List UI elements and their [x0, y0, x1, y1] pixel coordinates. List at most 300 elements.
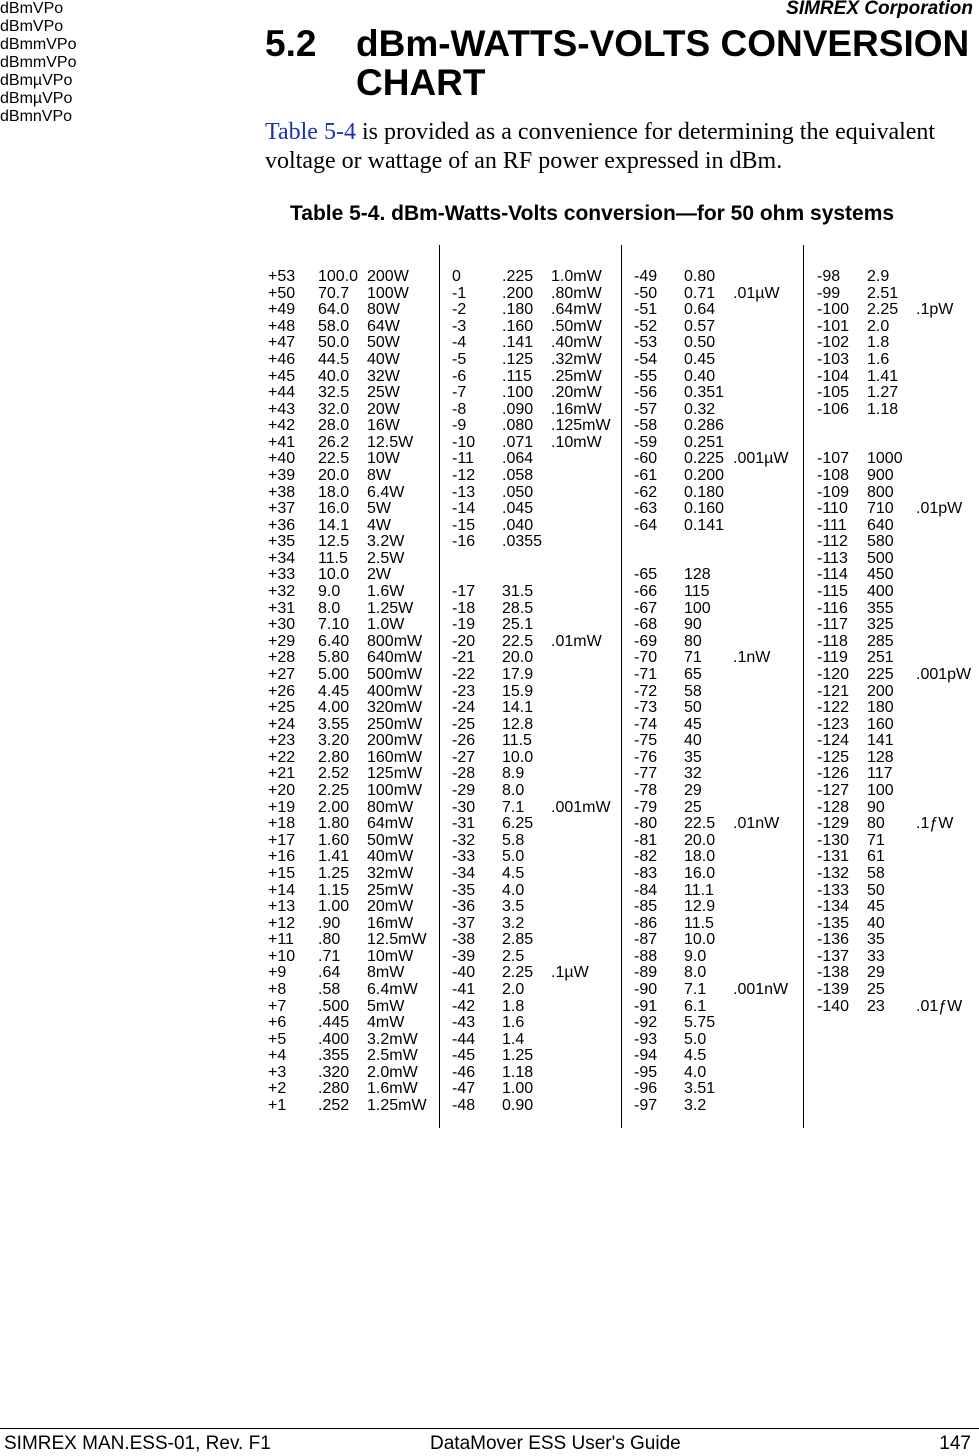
voltage-cell: .064: [502, 450, 534, 468]
power-cell: 40W: [367, 350, 400, 368]
dbm-cell: +50: [268, 284, 296, 302]
intro-paragraph: [265, 118, 970, 176]
voltage-cell: 50: [684, 699, 702, 717]
voltage-cell: 31.5: [502, 583, 534, 600]
voltage-cell: 225: [867, 665, 894, 683]
dbm-cell: +32: [268, 583, 296, 600]
dbm-cell: +17: [268, 831, 296, 849]
column-divider: [439, 245, 440, 1128]
voltage-cell: 58: [684, 682, 702, 700]
dbm-cell: -112: [817, 533, 848, 551]
column-divider: [621, 245, 622, 1128]
footer-rule: [0, 1428, 979, 1429]
power-cell: 32W: [367, 367, 400, 385]
dbm-cell: -60: [634, 450, 658, 468]
dbm-cell: -47: [452, 1080, 476, 1098]
dbm-cell: -50: [634, 284, 658, 302]
dbm-cell: -38: [452, 931, 476, 949]
voltage-cell: 29: [684, 782, 702, 799]
dbm-cell: -98: [817, 268, 841, 285]
dbm-cell: -58: [634, 417, 658, 435]
dbm-cell: -74: [634, 715, 658, 733]
dbm-cell: -7: [452, 384, 467, 402]
dbm-cell: +8: [268, 980, 287, 998]
dbm-cell: -128: [817, 798, 850, 816]
dbm-cell: -65: [634, 566, 658, 584]
voltage-cell: 14.1: [318, 516, 350, 534]
dbm-cell: -111: [817, 516, 847, 534]
dbm-cell: -23: [452, 682, 476, 700]
dbm-cell: +30: [268, 616, 296, 634]
dbm-cell: -110: [817, 500, 848, 518]
voltage-cell: 1000: [867, 450, 903, 468]
voltage-cell: 1.6: [867, 350, 890, 368]
voltage-cell: 18.0: [318, 483, 350, 501]
dbm-cell: -84: [634, 881, 658, 899]
power-cell: 4mW: [367, 1014, 405, 1032]
dbm-cell: -17: [452, 583, 476, 600]
voltage-cell: .200: [502, 284, 534, 302]
dbm-cell: -69: [634, 632, 658, 650]
dbm-cell: -63: [634, 500, 658, 518]
voltage-cell: .125: [502, 350, 534, 368]
dbm-cell: -113: [817, 549, 848, 567]
dbm-cell: -126: [817, 765, 850, 783]
voltage-cell: .252: [318, 1097, 350, 1114]
power-cell: 2.5mW: [367, 1047, 418, 1065]
power-cell: 12.5mW: [367, 931, 427, 949]
voltage-cell: 2.5: [502, 947, 525, 965]
power-cell: 1.6W: [367, 583, 405, 600]
voltage-cell: 50.0: [318, 334, 350, 352]
table-caption: Table 5-4. dBm-Watts-Volts conversion—for 50 ohm systems: [290, 202, 895, 225]
voltage-cell: 45: [684, 715, 702, 733]
voltage-cell: .500: [318, 997, 350, 1015]
dbm-cell: -33: [452, 848, 476, 866]
voltage-cell: 3.55: [318, 715, 350, 733]
voltage-cell: 17.9: [502, 665, 534, 683]
voltage-cell: .141: [502, 334, 534, 352]
voltage-cell: .090: [502, 400, 534, 418]
voltage-cell: 5.0: [502, 848, 525, 866]
dbm-cell: +5: [268, 1030, 287, 1048]
dbm-cell: +47: [268, 334, 296, 352]
dbm-cell: +16: [268, 848, 296, 866]
voltage-cell: 6.40: [318, 632, 350, 650]
power-cell: .001pW: [916, 665, 972, 683]
voltage-cell: 285: [867, 632, 894, 650]
voltage-cell: 40: [684, 732, 702, 750]
voltage-cell: 35: [684, 748, 702, 766]
dbm-cell: -91: [634, 997, 658, 1015]
voltage-cell: .050: [502, 483, 534, 501]
dbm-cell: -68: [634, 616, 658, 634]
dbm-cell: -9: [452, 417, 467, 435]
voltage-cell: 6.25: [502, 815, 534, 833]
voltage-cell: .225: [502, 268, 534, 285]
power-cell: 250mW: [367, 715, 423, 733]
dbm-cell: -127: [817, 782, 850, 799]
column-header-cell: dBm: [0, 36, 33, 53]
voltage-cell: .045: [502, 500, 534, 518]
dbm-cell: -18: [452, 599, 476, 617]
voltage-cell: 160: [867, 715, 894, 733]
power-cell: 64W: [367, 317, 400, 335]
power-cell: 1.25W: [367, 599, 414, 617]
dbm-cell: +11: [268, 931, 294, 949]
voltage-cell: .400: [318, 1030, 350, 1048]
dbm-cell: +23: [268, 732, 296, 750]
dbm-cell: +20: [268, 782, 296, 799]
voltage-cell: 251: [867, 649, 894, 667]
power-cell: 16W: [367, 417, 400, 435]
voltage-cell: 5.80: [318, 649, 350, 667]
voltage-cell: .071: [502, 433, 534, 451]
voltage-cell: .115: [502, 367, 532, 385]
dbm-cell: -32: [452, 831, 476, 849]
dbm-cell: +18: [268, 815, 296, 833]
voltage-cell: 1.25: [502, 1047, 534, 1065]
dbm-cell: +26: [268, 682, 296, 700]
voltage-cell: 7.1: [684, 980, 707, 998]
power-cell: 3.2mW: [367, 1030, 418, 1048]
power-cell: 64mW: [367, 815, 414, 833]
dbm-cell: +36: [268, 516, 296, 534]
dbm-cell: -2: [452, 301, 467, 319]
dbm-cell: -92: [634, 1014, 658, 1032]
power-cell: 2.0mW: [367, 1063, 418, 1081]
dbm-cell: -41: [452, 980, 476, 998]
voltage-cell: 70.7: [318, 284, 350, 302]
dbm-cell: -27: [452, 748, 476, 766]
voltage-cell: 3.2: [502, 914, 525, 932]
voltage-cell: 32.5: [318, 384, 350, 402]
voltage-cell: 20.0: [684, 831, 716, 849]
power-cell: .01nW: [733, 815, 780, 833]
voltage-cell: 25.1: [502, 616, 534, 634]
voltage-cell: 26.2: [318, 433, 350, 451]
dbm-cell: -89: [634, 964, 658, 982]
dbm-cell: +24: [268, 715, 296, 733]
dbm-cell: -14: [452, 500, 476, 518]
voltage-cell: 1.60: [318, 831, 350, 849]
dbm-cell: -67: [634, 599, 658, 617]
dbm-cell: -11: [452, 450, 474, 468]
power-cell: 20mW: [367, 898, 414, 915]
voltage-cell: 8.0: [502, 782, 525, 799]
dbm-cell: -21: [452, 649, 476, 667]
voltage-cell: 1.6: [502, 1014, 525, 1032]
voltage-cell: 80: [684, 632, 702, 650]
dbm-cell: +12: [268, 914, 296, 932]
dbm-cell: -105: [817, 384, 850, 402]
voltage-cell: 6.1: [684, 997, 707, 1015]
dbm-cell: -90: [634, 980, 658, 998]
dbm-cell: -121: [817, 682, 850, 700]
voltage-cell: 1.15: [318, 881, 350, 899]
dbm-cell: -82: [634, 848, 658, 866]
dbm-cell: -122: [817, 699, 850, 717]
dbm-cell: -133: [817, 881, 850, 899]
voltage-cell: 2.9: [867, 268, 890, 285]
voltage-cell: 1.18: [502, 1063, 534, 1081]
dbm-cell: +19: [268, 798, 296, 816]
power-cell: 4W: [367, 516, 391, 534]
dbm-cell: +45: [268, 367, 296, 385]
section-title: dBm-WATTS-VOLTS CONVERSION CHART: [356, 23, 970, 103]
voltage-cell: 5.0: [684, 1030, 707, 1048]
dbm-cell: -93: [634, 1030, 658, 1048]
power-cell: 1.25mW: [367, 1097, 427, 1114]
dbm-cell: +34: [268, 549, 296, 567]
dbm-cell: -104: [817, 367, 850, 385]
voltage-cell: 0.40: [684, 367, 716, 385]
column-header-cell: Po: [56, 54, 77, 71]
voltage-cell: 2.85: [502, 931, 534, 949]
dbm-cell: -129: [817, 815, 850, 833]
dbm-cell: +10: [268, 947, 296, 965]
power-cell: 25mW: [367, 881, 414, 899]
power-cell: .10mW: [551, 433, 602, 451]
power-cell: 800mW: [367, 632, 423, 650]
voltage-cell: 0.45: [684, 350, 716, 368]
voltage-cell: 10.0: [502, 748, 534, 766]
voltage-cell: 0.57: [684, 317, 716, 335]
voltage-cell: 3.51: [684, 1080, 716, 1098]
voltage-cell: 0.251: [684, 433, 725, 451]
dbm-cell: -36: [452, 898, 476, 915]
dbm-cell: +37: [268, 500, 296, 518]
dbm-cell: -31: [452, 815, 476, 833]
section-number: 5.2: [265, 23, 317, 64]
dbm-cell: +43: [268, 400, 296, 418]
voltage-cell: 71: [684, 649, 702, 667]
dbm-cell: -13: [452, 483, 476, 501]
column-header-cell: Po: [56, 36, 77, 53]
dbm-cell: -80: [634, 815, 658, 833]
column-header-cell: µV: [32, 90, 53, 107]
voltage-cell: 2.0: [867, 317, 890, 335]
voltage-cell: 1.4: [502, 1030, 525, 1048]
voltage-cell: .64: [318, 964, 341, 982]
power-cell: 500mW: [367, 665, 423, 683]
dbm-cell: -83: [634, 864, 658, 882]
voltage-cell: 1.00: [318, 898, 350, 915]
power-cell: 1.0W: [367, 616, 405, 634]
voltage-cell: 5.00: [318, 665, 350, 683]
voltage-cell: .80: [318, 931, 341, 949]
column-header-cell: Po: [43, 18, 64, 35]
voltage-cell: .040: [502, 516, 534, 534]
dbm-cell: -44: [452, 1030, 476, 1048]
dbm-cell: -24: [452, 699, 476, 717]
dbm-cell: +1: [268, 1097, 287, 1114]
dbm-cell: +22: [268, 748, 296, 766]
voltage-cell: 0.351: [684, 384, 725, 402]
power-cell: .80mW: [551, 284, 602, 302]
voltage-cell: 10.0: [318, 566, 350, 584]
voltage-cell: 0.64: [684, 301, 716, 319]
voltage-cell: 710: [867, 500, 894, 518]
dbm-cell: -26: [452, 732, 476, 750]
voltage-cell: 1.41: [318, 848, 350, 866]
dbm-cell: -57: [634, 400, 658, 418]
power-cell: 10W: [367, 450, 400, 468]
voltage-cell: 1.80: [318, 815, 350, 833]
power-cell: 8W: [367, 467, 391, 484]
dbm-cell: -88: [634, 947, 658, 965]
voltage-cell: 0.32: [684, 400, 716, 418]
dbm-cell: -100: [817, 301, 850, 319]
dbm-cell: +38: [268, 483, 296, 501]
voltage-cell: 4.5: [502, 864, 525, 882]
voltage-cell: .100: [502, 384, 534, 402]
dbm-cell: -66: [634, 583, 658, 600]
voltage-cell: 5.75: [684, 1014, 716, 1032]
voltage-cell: 16.0: [684, 864, 716, 882]
dbm-cell: -86: [634, 914, 658, 932]
dbm-cell: -72: [634, 682, 658, 700]
dbm-cell: +3: [268, 1063, 287, 1081]
power-cell: .1nW: [733, 649, 771, 667]
voltage-cell: 28.5: [502, 599, 534, 617]
power-cell: 1.6mW: [367, 1080, 418, 1098]
power-cell: 6.4W: [367, 483, 405, 501]
power-cell: .32mW: [551, 350, 602, 368]
dbm-cell: -71: [634, 665, 658, 683]
power-cell: 25W: [367, 384, 400, 402]
dbm-cell: -15: [452, 516, 476, 534]
power-cell: 80mW: [367, 798, 414, 816]
dbm-cell: -53: [634, 334, 658, 352]
voltage-cell: 40: [867, 914, 885, 932]
dbm-cell: -138: [817, 964, 850, 982]
header-corporation: SIMREX Corporation: [786, 0, 973, 19]
voltage-cell: 1.27: [867, 384, 899, 402]
voltage-cell: 25: [867, 980, 885, 998]
dbm-cell: -132: [817, 864, 850, 882]
voltage-cell: 20.0: [318, 467, 350, 484]
voltage-cell: 7.10: [318, 616, 350, 634]
voltage-cell: 90: [684, 616, 702, 634]
dbm-cell: -124: [817, 732, 850, 750]
dbm-cell: +13: [268, 898, 296, 915]
intro-text: is provided as a convenience for determining the equivalent voltage or wattage of an RF power expressed in dBm.: [265, 119, 936, 174]
voltage-cell: 3.5: [502, 898, 525, 915]
dbm-cell: -106: [817, 400, 850, 418]
voltage-cell: 40.0: [318, 367, 350, 385]
voltage-cell: 8.0: [318, 599, 341, 617]
voltage-cell: .0355: [502, 533, 543, 551]
voltage-cell: .320: [318, 1063, 350, 1081]
voltage-cell: 4.0: [684, 1063, 707, 1081]
power-cell: .64mW: [551, 301, 602, 319]
dbm-cell: -8: [452, 400, 467, 418]
voltage-cell: 1.8: [502, 997, 525, 1015]
voltage-cell: 0.200: [684, 467, 725, 484]
dbm-cell: -76: [634, 748, 658, 766]
voltage-cell: 32: [684, 765, 702, 783]
dbm-cell: -77: [634, 765, 658, 783]
voltage-cell: 400: [867, 583, 894, 600]
column-header-cell: mV: [32, 54, 57, 71]
power-cell: 32mW: [367, 864, 414, 882]
power-cell: 160mW: [367, 748, 423, 766]
column-header-cell: V: [32, 18, 44, 35]
dbm-cell: -101: [817, 317, 850, 335]
voltage-cell: 3.2: [684, 1097, 707, 1114]
voltage-cell: 100: [867, 782, 894, 799]
voltage-cell: 58.0: [318, 317, 350, 335]
dbm-cell: -115: [817, 583, 848, 600]
power-cell: 200mW: [367, 732, 423, 750]
voltage-cell: 11.5: [502, 732, 532, 750]
voltage-cell: 22.5: [318, 450, 350, 468]
dbm-cell: +14: [268, 881, 296, 899]
voltage-cell: 128: [684, 566, 711, 584]
power-cell: 5W: [367, 500, 391, 518]
dbm-cell: -16: [452, 533, 476, 551]
dbm-cell: -114: [817, 566, 848, 584]
power-cell: .20mW: [551, 384, 602, 402]
column-header-cell: dBm: [0, 18, 33, 35]
dbm-cell: -42: [452, 997, 476, 1015]
voltage-cell: 90: [867, 798, 885, 816]
power-cell: 320mW: [367, 699, 423, 717]
voltage-cell: 18.0: [684, 848, 716, 866]
voltage-cell: 640: [867, 516, 894, 534]
dbm-cell: -130: [817, 831, 850, 849]
voltage-cell: .080: [502, 417, 534, 435]
voltage-cell: 4.45: [318, 682, 350, 700]
power-cell: 12.5W: [367, 433, 414, 451]
voltage-cell: 33: [867, 947, 885, 965]
dbm-cell: +46: [268, 350, 296, 368]
dbm-cell: +49: [268, 301, 296, 319]
voltage-cell: 9.0: [684, 947, 707, 965]
column-header-cell: Po: [52, 72, 73, 89]
voltage-cell: .058: [502, 467, 534, 484]
dbm-cell: -102: [817, 334, 850, 352]
voltage-cell: 100: [684, 599, 711, 617]
dbm-cell: -103: [817, 350, 850, 368]
power-cell: .01µW: [733, 284, 780, 302]
dbm-cell: +42: [268, 417, 296, 435]
voltage-cell: 61: [867, 848, 885, 866]
voltage-cell: .58: [318, 980, 341, 998]
dbm-cell: -37: [452, 914, 476, 932]
power-cell: .1µW: [551, 964, 589, 982]
dbm-cell: +48: [268, 317, 296, 335]
column-header-cell: dBm: [0, 108, 33, 125]
column-header-cell: dBm: [0, 0, 33, 17]
voltage-cell: 11.1: [684, 881, 714, 899]
dbm-cell: -125: [817, 748, 850, 766]
voltage-cell: 115: [684, 583, 710, 600]
voltage-cell: 117: [867, 765, 893, 783]
voltage-cell: 3.20: [318, 732, 350, 750]
power-cell: 40mW: [367, 848, 414, 866]
voltage-cell: 8.9: [502, 765, 525, 783]
table-reference-link[interactable]: Table 5-4: [265, 119, 356, 145]
dbm-cell: -61: [634, 467, 658, 484]
dbm-cell: -139: [817, 980, 850, 998]
voltage-cell: 10.0: [684, 931, 716, 949]
voltage-cell: 16.0: [318, 500, 350, 518]
dbm-cell: -134: [817, 898, 850, 915]
voltage-cell: 141: [867, 732, 894, 750]
dbm-cell: -35: [452, 881, 476, 899]
